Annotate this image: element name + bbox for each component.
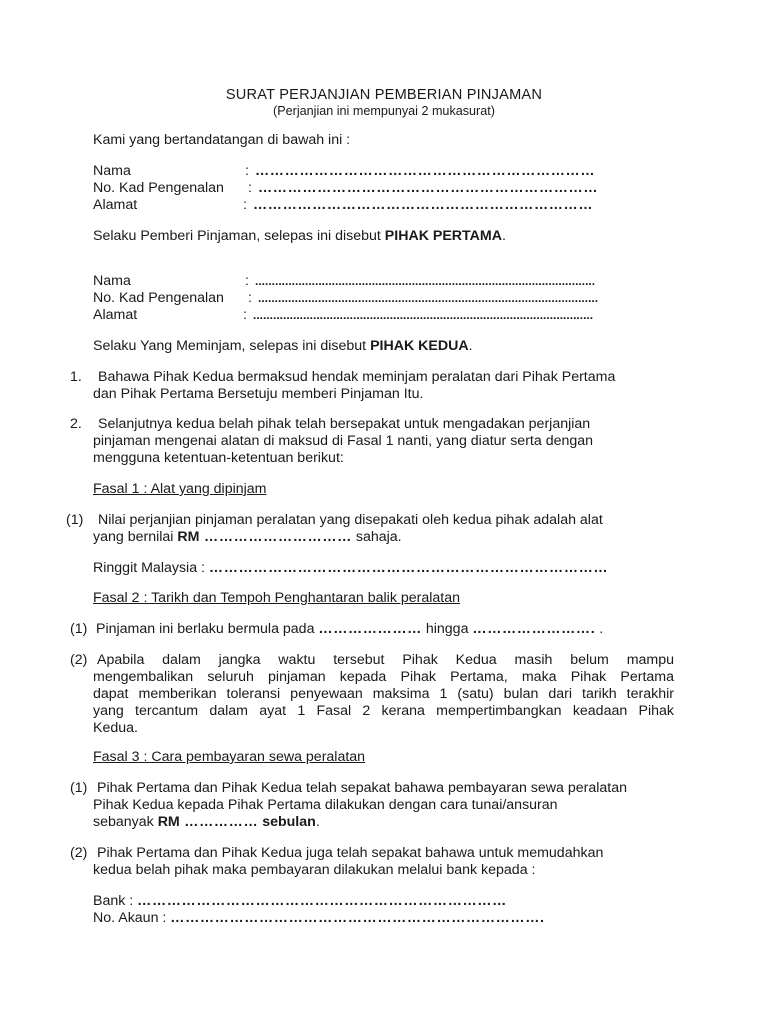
fasal1-item1-number: (1): [66, 512, 84, 528]
party2-name-colon: :: [245, 273, 249, 289]
party1-ic-label: No. Kad Pengenalan: [93, 180, 224, 196]
party2-name-label: Nama: [93, 273, 131, 289]
account-line: [93, 910, 545, 927]
end-date-dots: …………………….: [472, 621, 596, 637]
bank-label: Bank :: [93, 893, 138, 909]
account-label: No. Akaun :: [93, 910, 171, 926]
fasal2-item2-line1: Apabila dalam jangka waktu tersebut Pihak Kedua masih belum mampu: [97, 652, 674, 668]
fasal3-item1-end: .: [315, 814, 320, 830]
fasal3-item2-line2: kedua belah pihak maka pembayaran dilakukan melalui bank kepada :: [93, 862, 536, 878]
account-dots: ………………………………………………………………….: [170, 910, 545, 926]
party2-ic-label: No. Kad Pengenalan: [93, 290, 224, 306]
fasal1-rm-dots: …………………………: [199, 529, 352, 545]
clause2-number: 2.: [70, 416, 82, 432]
intro-text: Kami yang bertandatangan di bawah ini :: [93, 132, 351, 148]
party2-address-dots: ......................................................................................................: [253, 308, 594, 322]
party1-name-colon: :: [245, 163, 249, 179]
fasal3-item1-pre: sebanyak: [93, 814, 158, 830]
fasal3-heading: Fasal 3 : Cara pembayaran sewa peralatan: [93, 749, 366, 765]
fasal2-item2-line4: yang tercantum dalam ayat 1 Fasal 2 kerana mempertimbangkan keadaan Pihak: [93, 703, 674, 719]
party1-role: [93, 228, 506, 245]
fasal3-sebulan: sebulan: [258, 814, 316, 830]
fasal2-heading: Fasal 2 : Tarikh dan Tempoh Penghantaran balik peralatan: [93, 590, 461, 606]
clause1-number: 1.: [70, 369, 82, 385]
party1-address-label: Alamat: [93, 197, 138, 213]
clause1-line1: Bahawa Pihak Kedua bermaksud hendak meminjam peralatan dari Pihak Pertama: [98, 369, 616, 385]
ringgit-dots: ………………………………………………………………………: [208, 560, 609, 576]
fasal2-item1-number: (1): [70, 621, 88, 637]
clause2-line1: Selanjutnya kedua belah pihak telah bersepakat untuk mengadakan perjanjian: [98, 416, 591, 432]
clause2-line3: mengguna ketentuan-ketentuan berikut:: [93, 450, 344, 466]
fasal3-item1-line3: [93, 814, 320, 831]
clause1-line2: dan Pihak Pertama Bersetuju memberi Pinjaman Itu.: [93, 386, 424, 402]
party1-ic-dots: ……………………………………………………………: [258, 180, 599, 196]
fasal2-item1-pre: Pinjaman ini berlaku bermula pada: [96, 621, 319, 637]
party2-role: [93, 338, 473, 355]
fasal2-item1-mid: hingga: [421, 621, 473, 637]
fasal3-item1-line2: Pihak Kedua kepada Pihak Pertama dilakukan dengan cara tunai/ansuran: [93, 797, 558, 813]
fasal3-item1-line1: Pihak Pertama dan Pihak Kedua telah sepakat bahawa pembayaran sewa peralatan: [97, 780, 628, 796]
fasal3-item2-line1: Pihak Pertama dan Pihak Kedua juga telah sepakat bahawa untuk memudahkan: [97, 845, 604, 861]
bank-dots: …………………………………………………………………: [137, 893, 507, 909]
party2-role-end: .: [468, 338, 473, 354]
party1-address-colon: :: [243, 197, 247, 213]
fasal2-item2-line2: mengembalikan seluruh pinjaman kepada Pihak Pertama, maka Pihak Pertama: [93, 669, 674, 685]
party2-address-colon: :: [243, 307, 247, 323]
fasal1-item1-end: sahaja.: [351, 529, 402, 545]
party1-name-dots: ……………………………………………………………: [255, 163, 596, 179]
fasal1-rm-label: RM: [177, 529, 200, 545]
fasal3-rm-dots: ……………: [179, 814, 259, 830]
clause2-line2: pinjaman mengenai alatan di maksud di Fasal 1 nanti, yang diatur serta dengan: [93, 433, 594, 449]
fasal2-item1-end: .: [595, 621, 604, 637]
party1-address-dots: ……………………………………………………………: [253, 197, 594, 213]
fasal3-item1-number: (1): [70, 780, 88, 796]
party1-ic-colon: :: [248, 180, 252, 196]
party1-role-end: .: [501, 228, 506, 244]
fasal3-rm-label: RM: [157, 814, 180, 830]
fasal1-item1-line2: [93, 529, 402, 546]
fasal2-item2-line5: Kedua.: [93, 720, 138, 736]
ringgit-malaysia-line: [93, 560, 608, 577]
fasal1-item1-line1: Nilai perjanjian pinjaman peralatan yang disepakati oleh kedua pihak adalah alat: [98, 512, 603, 528]
fasal3-item2-number: (2): [70, 845, 88, 861]
party2-ic-dots: ......................................................................................................: [258, 291, 599, 305]
fasal1-heading: Fasal 1 : Alat yang dipinjam: [93, 481, 267, 497]
party1-role-bold: PIHAK PERTAMA: [384, 228, 502, 244]
party2-role-bold: PIHAK KEDUA: [370, 338, 469, 354]
document-subtitle: (Perjanjian ini mempunyai 2 mukasurat): [273, 104, 495, 118]
party1-name-label: Nama: [93, 163, 131, 179]
party1-role-text: Selaku Pemberi Pinjaman, selepas ini disebut: [93, 228, 385, 244]
fasal2-item1-line: [96, 621, 603, 638]
fasal2-item2-line3: dapat memberikan toleransi penyewaan maksima 1 (satu) bulan dari tarikh terakhir: [93, 686, 674, 702]
document-title: SURAT PERJANJIAN PEMBERIAN PINJAMAN: [225, 87, 543, 103]
fasal2-item2-paragraph: [93, 652, 674, 737]
party2-role-text: Selaku Yang Meminjam, selepas ini disebut: [93, 338, 371, 354]
fasal1-item1-pre: yang bernilai: [93, 529, 178, 545]
fasal2-item2-number: (2): [70, 652, 88, 668]
ringgit-label: Ringgit Malaysia :: [93, 560, 209, 576]
party2-name-dots: ......................................................................................................: [255, 274, 596, 288]
party2-address-label: Alamat: [93, 307, 138, 323]
start-date-dots: …………………: [318, 621, 422, 637]
party2-ic-colon: :: [248, 290, 252, 306]
bank-line: [93, 893, 507, 910]
